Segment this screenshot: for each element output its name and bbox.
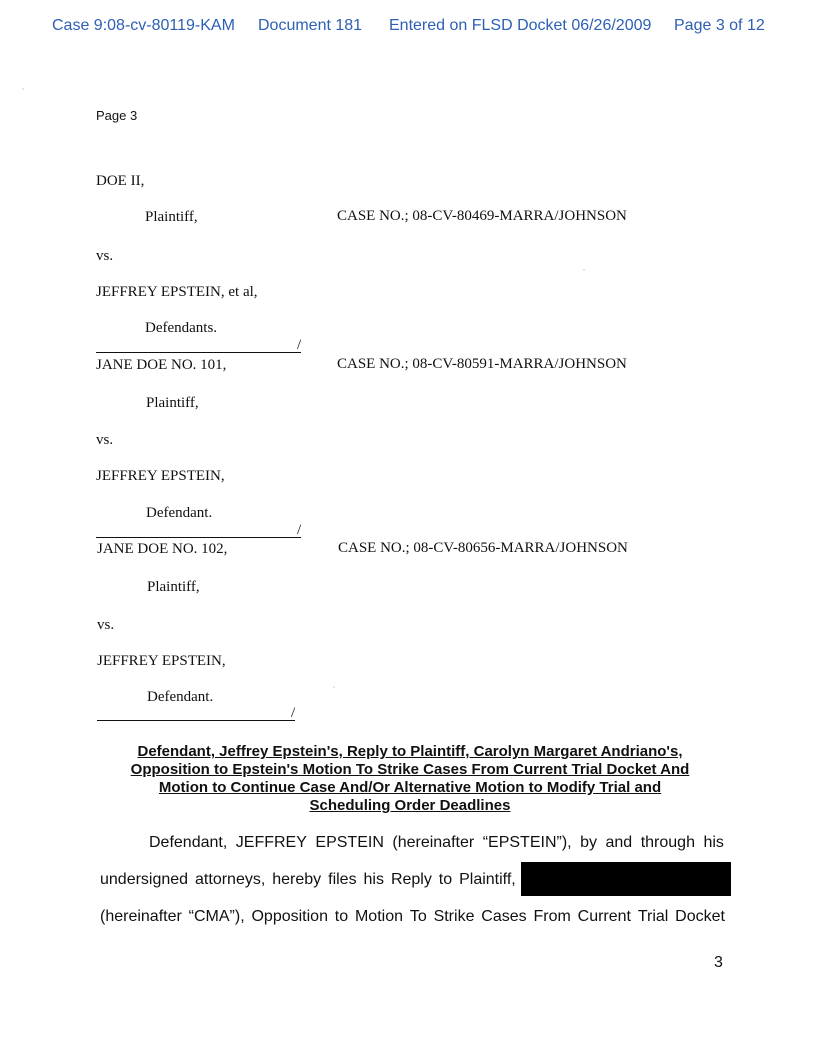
header-case-id: Case 9:08-cv-80119-KAM [52, 17, 235, 34]
caption1-defendant-name: JEFFREY EPSTEIN, et al, [96, 284, 258, 300]
caption2-plaintiff-role: Plaintiff, [146, 395, 199, 411]
body-word: Current [577, 908, 631, 925]
motion-title-line-2: Opposition to Epstein's Motion To Strike Cases From Current Trial Docket And [130, 761, 690, 778]
header-docket-entry: Entered on FLSD Docket 06/26/2009 [389, 17, 652, 34]
body-line-3 [100, 908, 725, 926]
caption3-plaintiff-role: Plaintiff, [147, 579, 200, 595]
body-word: From [533, 908, 571, 925]
caption2-case-number: CASE NO.; 08-CV-80591-MARRA/JOHNSON [337, 356, 627, 372]
caption1-vs: vs. [96, 248, 114, 264]
body-word: Reply [390, 871, 432, 888]
caption1-defendant-role: Defendants. [145, 320, 218, 336]
caption1-case-number: CASE NO.; 08-CV-80469-MARRA/JOHNSON [337, 208, 627, 224]
scan-speck [333, 686, 335, 688]
body-word: Strike [433, 908, 475, 925]
body-word: Cases [481, 908, 527, 925]
body-line-2 [100, 871, 528, 889]
body-word: hereby [272, 871, 322, 888]
motion-title-line-3: Motion to Continue Case And/Or Alternative Motion to Modify Trial and [158, 779, 662, 796]
caption2-divider [96, 537, 301, 538]
caption3-defendant-role: Defendant. [147, 689, 214, 705]
body-word: Motion [354, 908, 403, 925]
caption2-defendant-name: JEFFREY EPSTEIN, [96, 468, 225, 484]
body-word: Plaintiff, [459, 871, 516, 888]
motion-title-line-1: Defendant, Jeffrey Epstein's, Reply to Plaintiff, Carolyn Margaret Andriano's, [137, 743, 683, 760]
redaction-box [521, 862, 731, 896]
body-word: Trial [637, 908, 669, 925]
header-document-number: Document 181 [258, 17, 363, 34]
caption1-divider [96, 352, 301, 353]
body-word: Docket [675, 908, 725, 925]
body-word: to [334, 908, 349, 925]
caption1-plaintiff-role: Plaintiff, [145, 209, 198, 225]
body-word: his [363, 871, 384, 888]
body-word: Opposition [251, 908, 328, 925]
body-word: his [703, 834, 724, 851]
caption2-defendant-role: Defendant. [146, 505, 213, 521]
caption1-plaintiff-name: DOE II, [96, 173, 145, 189]
body-word: files [328, 871, 357, 888]
body-word: To [409, 908, 427, 925]
caption3-plaintiff-name: JANE DOE NO. 102, [97, 541, 228, 557]
caption2-vs: vs. [96, 432, 114, 448]
body-word: attorneys, [195, 871, 266, 888]
body-line-1 [149, 834, 724, 852]
body-word: to [438, 871, 453, 888]
caption3-slash: / [291, 705, 296, 721]
body-word: undersigned [100, 871, 189, 888]
body-word: Defendant, [149, 834, 228, 851]
page-label: Page 3 [96, 108, 138, 123]
caption2-plaintiff-name: JANE DOE NO. 101, [96, 357, 227, 373]
body-word: EPSTEIN [315, 834, 384, 851]
body-word: “EPSTEIN”), [482, 834, 572, 851]
body-word: and [605, 834, 633, 851]
caption3-vs: vs. [97, 617, 115, 633]
motion-title-line-4: Scheduling Order Deadlines [309, 797, 511, 814]
caption3-divider [97, 720, 295, 721]
body-word: through [640, 834, 695, 851]
caption3-defendant-name: JEFFREY EPSTEIN, [97, 653, 226, 669]
header-page-of: Page 3 of 12 [674, 17, 765, 34]
motion-title [96, 743, 724, 815]
body-word: by [580, 834, 597, 851]
caption2-slash: / [297, 522, 302, 538]
body-word: (hereinafter [392, 834, 475, 851]
caption3-case-number: CASE NO.; 08-CV-80656-MARRA/JOHNSON [338, 540, 628, 556]
page-number: 3 [714, 954, 723, 971]
scan-speck [22, 88, 24, 90]
body-word: (hereinafter [100, 908, 182, 925]
body-word: JEFFREY [235, 834, 307, 851]
scan-speck [583, 269, 585, 271]
body-word: “CMA”), [188, 908, 245, 925]
caption1-slash: / [297, 337, 302, 353]
